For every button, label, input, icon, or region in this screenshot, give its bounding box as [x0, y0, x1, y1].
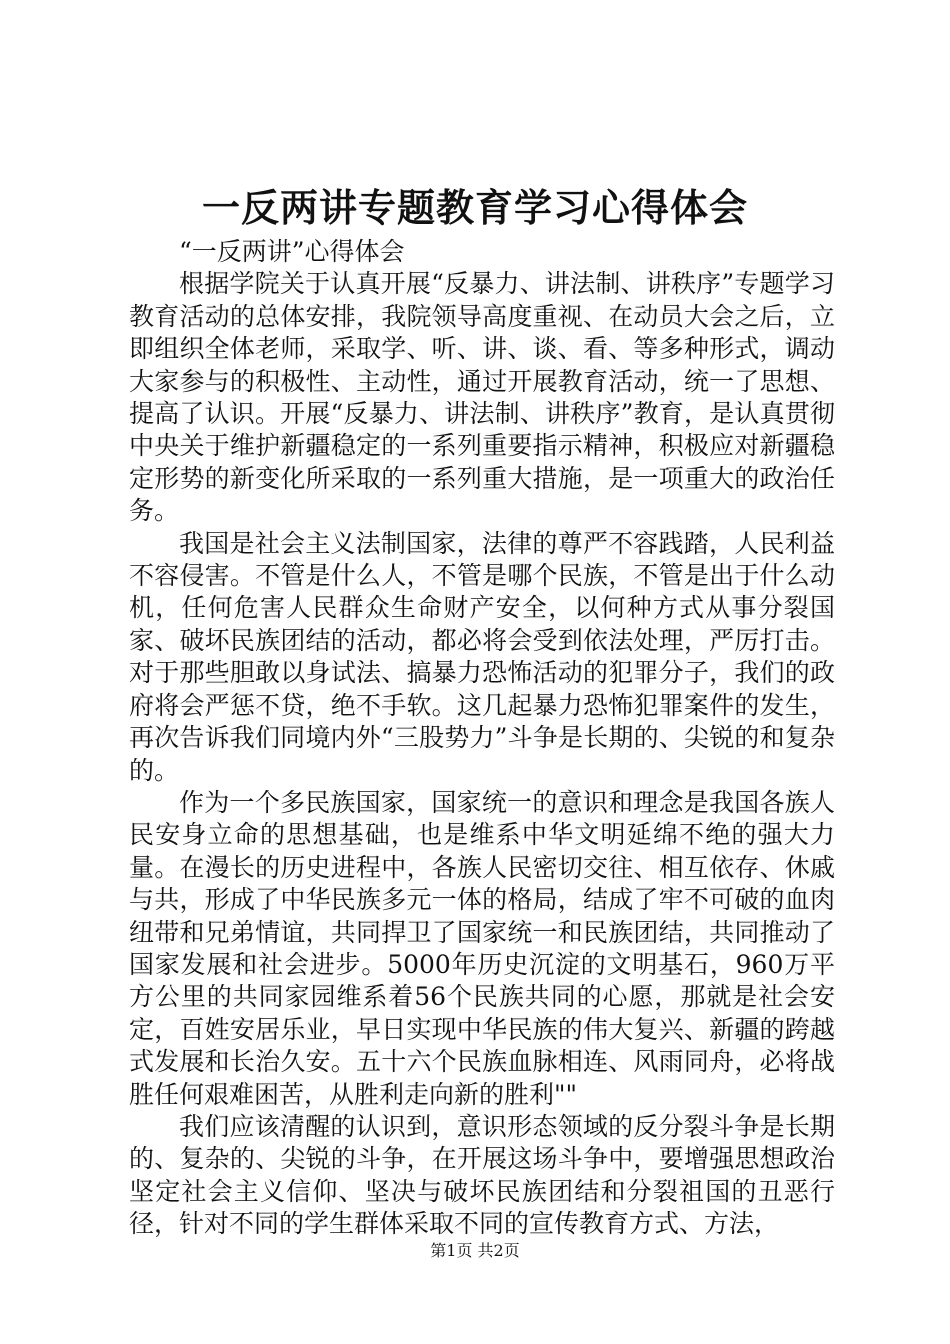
- document-subtitle: “一反两讲”心得体会: [179, 237, 405, 266]
- page-footer: 第1页 共2页: [430, 1241, 520, 1260]
- paragraph-2: 我国是社会主义法制国家，法律的尊严不容践踏，人民利益不容侵害。不管是什么人，不管是哪个民族，不管是出于什么动机，任何危害人民群众生命财产安全，以何种方式从事分裂国家、破坏民族团结的活动，都必将会受到依法处理，严厉打击。对于那些胆敢以身试法、搞暴力恐怖活动的犯罪分子，我们的政府将会严惩不贷，绝不手软。这几起暴力恐怖犯罪案件的发生，再次告诉我们同境内外“三股势力”斗争是长期的、尖锐的和复杂的。: [129, 528, 835, 785]
- document-body: [129, 236, 835, 1241]
- paragraph-1: 根据学院关于认真开展“反暴力、讲法制、讲秩序”专题学习教育活动的总体安排，我院领导高度重视、在动员大会之后，立即组织全体老师，采取学、听、讲、谈、看、等多种形式，调动大家参与的积极性、主动性，通过开展教育活动，统一了思想、提高了认识。开展“反暴力、讲法制、讲秩序”教育，是认真贯彻中央关于维护新疆稳定的一系列重要指示精神，积极应对新疆稳定形势的新变化所采取的一系列重大措施，是一项重大的政治任务。: [129, 269, 835, 526]
- paragraph-4: 我们应该清醒的认识到，意识形态领域的反分裂斗争是长期的、复杂的、尖锐的斗争，在开展这场斗争中，要增强思想政治坚定社会主义信仰、坚决与破坏民族团结和分裂祖国的丑恶行径，针对不同的学生群体采取不同的宣传教育方式、方法，: [129, 1111, 835, 1239]
- paragraph-3: 作为一个多民族国家，国家统一的意识和理念是我国各族人民安身立命的思想基础，也是维系中华文明延绵不绝的强大力量。在漫长的历史进程中，各族人民密切交往、相互依存、休戚与共，形成了中华民族多元一体的格局，结成了牢不可破的血肉纽带和兄弟情谊，共同捍卫了国家统一和民族团结，共同推动了国家发展和社会进步。5000年历史沉淀的文明基石，960万平方公里的共同家园维系着56个民族共同的心愿，那就是社会安定，百姓安居乐业，早日实现中华民族的伟大复兴、新疆的跨越式发展和长治久安。五十六个民族血脉相连、风雨同舟，必将战胜任何艰难困苦，从胜利走向新的胜利"": [129, 787, 835, 1109]
- document-title: 一反两讲专题教育学习心得体会: [201, 185, 748, 230]
